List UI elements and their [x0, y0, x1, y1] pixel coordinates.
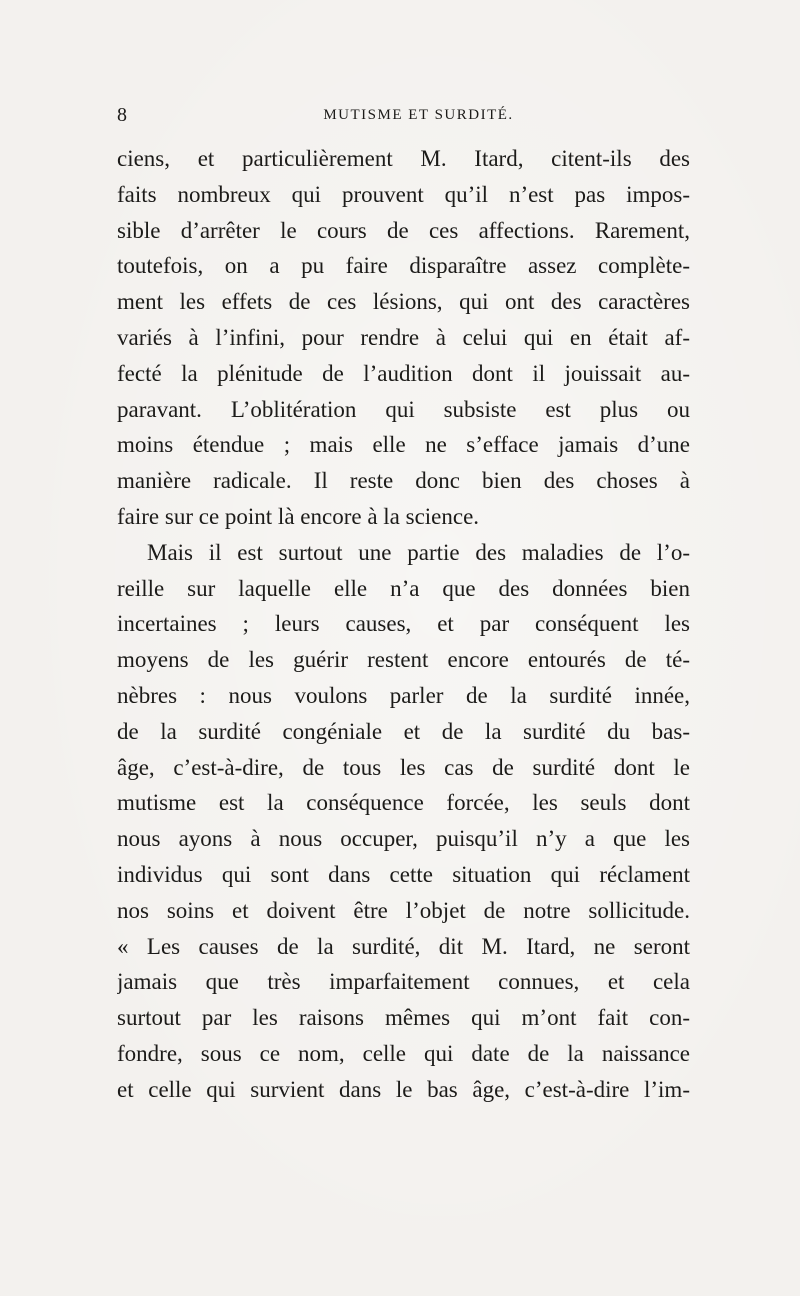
text-line: mutisme est la conséquence forcée, les seuls dont: [117, 790, 690, 816]
text-line: « Les causes de la surdité, dit M. Itard, ne seront: [117, 933, 690, 959]
paragraph-end-line: faire sur ce point là encore à la science.: [117, 503, 480, 529]
text-line: et celle qui survient dans le bas âge, c’est-à-dire l’im-: [117, 1076, 690, 1102]
text-line: moins étendue ; mais elle ne s’efface jamais d’une: [117, 432, 690, 458]
text-line: jamais que très imparfaitement connues, et cela: [117, 969, 690, 995]
text-line: nèbres : nous voulons parler de la surdité innée,: [117, 682, 690, 708]
text-line: paravant. L’oblitération qui subsiste est plus ou: [117, 396, 690, 422]
text-line: de la surdité congéniale et de la surdité du bas-: [117, 718, 690, 744]
text-line: incertaines ; leurs causes, et par conséquent les: [117, 611, 690, 637]
text-line: variés à l’infini, pour rendre à celui qui en était af-: [117, 324, 690, 350]
text-line: nous ayons à nous occuper, puisqu’il n’y a que les: [117, 826, 690, 852]
text-line: reille sur laquelle elle n’a que des données bien: [117, 575, 690, 601]
text-line: moyens de les guérir restent encore entourés de té-: [117, 647, 690, 673]
text-line: surtout par les raisons mêmes qui m’ont fait con-: [117, 1005, 690, 1031]
text-line: âge, c’est-à-dire, de tous les cas de surdité dont le: [117, 754, 690, 780]
running-title: MUTISME ET SURDITÉ.: [323, 107, 514, 123]
body-text: [117, 141, 690, 1108]
text-line: faits nombreux qui prouvent qu’il n’est pas impos-: [117, 181, 690, 207]
text-line: manière radicale. Il reste donc bien des choses à: [117, 468, 690, 494]
paragraph-start-line: Mais il est surtout une partie des maladies de l’o-: [147, 539, 690, 565]
text-line: ment les effets de ces lésions, qui ont des caractères: [117, 289, 690, 315]
text-line: individus qui sont dans cette situation qui réclament: [117, 861, 690, 887]
running-head: [117, 100, 690, 130]
page-number: 8: [117, 104, 127, 126]
text-line: sible d’arrêter le cours de ces affections. Rarement,: [117, 217, 690, 243]
text-line: ciens, et particulièrement M. Itard, citent-ils des: [117, 146, 690, 171]
text-line: toutefois, on a pu faire disparaître assez complète-: [117, 253, 690, 279]
text-line: nos soins et doivent être l’objet de notre sollicitude.: [117, 897, 690, 923]
text-line: fondre, sous ce nom, celle qui date de la naissance: [117, 1040, 690, 1066]
text-line: fecté la plénitude de l’audition dont il jouissait au-: [117, 360, 690, 386]
